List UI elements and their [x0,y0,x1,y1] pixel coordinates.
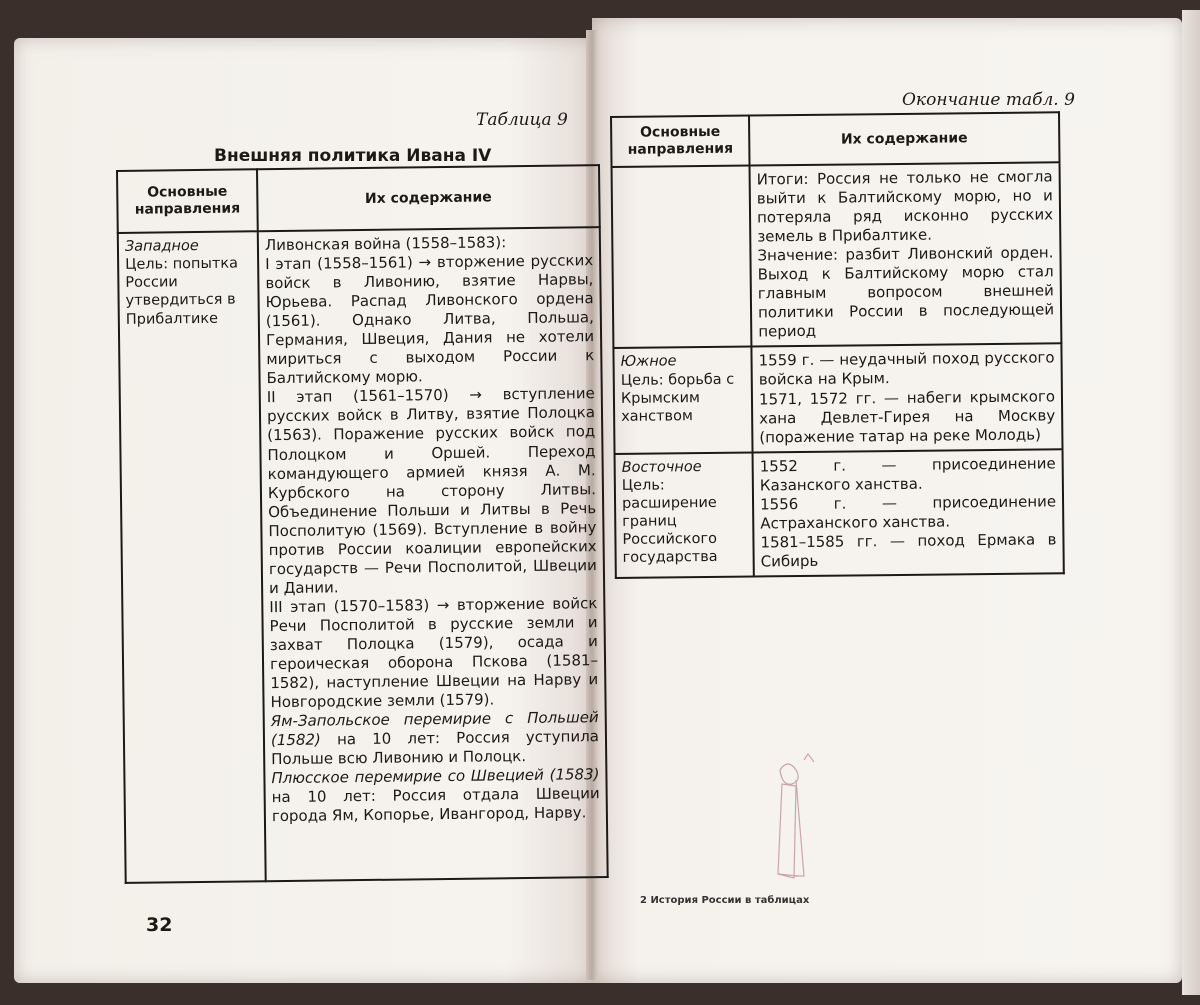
direction-name: Восточное [621,458,702,476]
content-paragraph: III этап (1570–1583) → вторжение войск Речи Посполитой в русские земли и захват Полоцка (1579), осада и героическая оборона Пскова (1581–1582), наступление Швеции на Нарву и Новгородские земли (1579). [269,594,599,712]
content-paragraph: II этап (1561–1570) → вступление русских войск в Литву, взятие Полоцка (1563). Поражение русских войск под Полоцком и Оршей. Переход командующего армией князя А. М. Курбского на сторону Литвы. Объединение Польши и Литвы в Речь Посполитую (1569). Вступление в войну против России коалиции европейских государств — Речи Посполитой, Швеции и Дании. [266,384,597,598]
content-paragraph: 1571, 1572 гг. — набеги крымского хана Девлет-Гирея на Москву (поражение татар на реке Молодь) [758,386,1056,447]
content-paragraph: Значение: разбит Ливонский орден. Выход к Балтийскому морю стал главным вопросом внешней политики России в последующей период [757,243,1055,341]
table-row [613,344,1062,454]
truce-paragraph [271,765,600,826]
content-paragraph: 1581–1585 гг. — поход Ермака в Сибирь [760,530,1057,571]
table-label: Окончание табл. 9 [902,90,1075,110]
content-cell [750,162,1062,347]
header-content: Их содержание [257,165,600,231]
direction-cell [615,452,754,578]
page-footer: 2 История России в таблицах [640,895,810,906]
content-paragraph: Итоги: Россия не только не смогла выйти к Балтийскому морю, но и потеряла ряд исконно русских земель в Прибалтике. [756,167,1054,246]
header-directions: Основные направления [117,169,258,233]
table-row [615,449,1064,578]
page-number: 32 [146,914,173,936]
direction-name: Южное [620,353,677,371]
direction-name: Западное [124,237,199,255]
truce-title: Плюсское перемирие со Швецией (1583) [271,765,600,788]
page-edge [1182,10,1200,995]
table-row [612,162,1062,348]
content-paragraph: 1556 г. — присоединение Астраханского ханства. [759,492,1057,533]
direction-goal: Цель: расширение границ Российского государства [621,477,718,567]
content-cell [753,449,1064,577]
truce-text: на 10 лет: Россия уступила Польше всю Ливонию и Полоцк. [271,727,600,769]
direction-goal: Цель: попытка России утвердиться в Прибалтике [125,255,239,328]
header-directions: Основные направления [611,116,750,167]
direction-goal: Цель: борьба с Крымским ханством [620,371,735,425]
content-cell [751,344,1062,452]
table-label: Таблица 9 [476,110,568,130]
header-content: Их содержание [749,112,1060,165]
pencil-sketch [760,750,830,900]
direction-name [619,171,743,172]
content-paragraph: 1559 г. — неудачный поход русского войска на Крым. [758,348,1055,389]
right-table [610,111,1065,579]
content-cell [258,227,608,881]
direction-cell [612,166,752,349]
content-paragraph: I этап (1558–1561) → вторжение русских войск в Ливонию, взятие Нарвы, Юрьева. Распад Ливонского ордена (1561). Однако Литва, Польша, Германия, Швеция, Дания не хотели мириться с выходом России к Балтийскому морю. [265,251,595,388]
content-paragraph: Ливонская война (1558–1583): [264,233,507,255]
direction-cell [613,347,752,454]
table-title: Внешняя политика Ивана IV [214,146,492,166]
left-table [116,164,609,884]
content-paragraph: 1552 г. — присоединение Казанского ханства. [759,454,1056,495]
truce-title: Ям-Запольское перемирие с Польшей (1582) [270,708,599,750]
truce-paragraph [271,708,600,769]
direction-cell [118,231,266,883]
table-row [118,227,608,883]
truce-text: на 10 лет: Россия отдала Швеции города Ям, Копорье, Ивангород, Нарву. [271,784,600,826]
